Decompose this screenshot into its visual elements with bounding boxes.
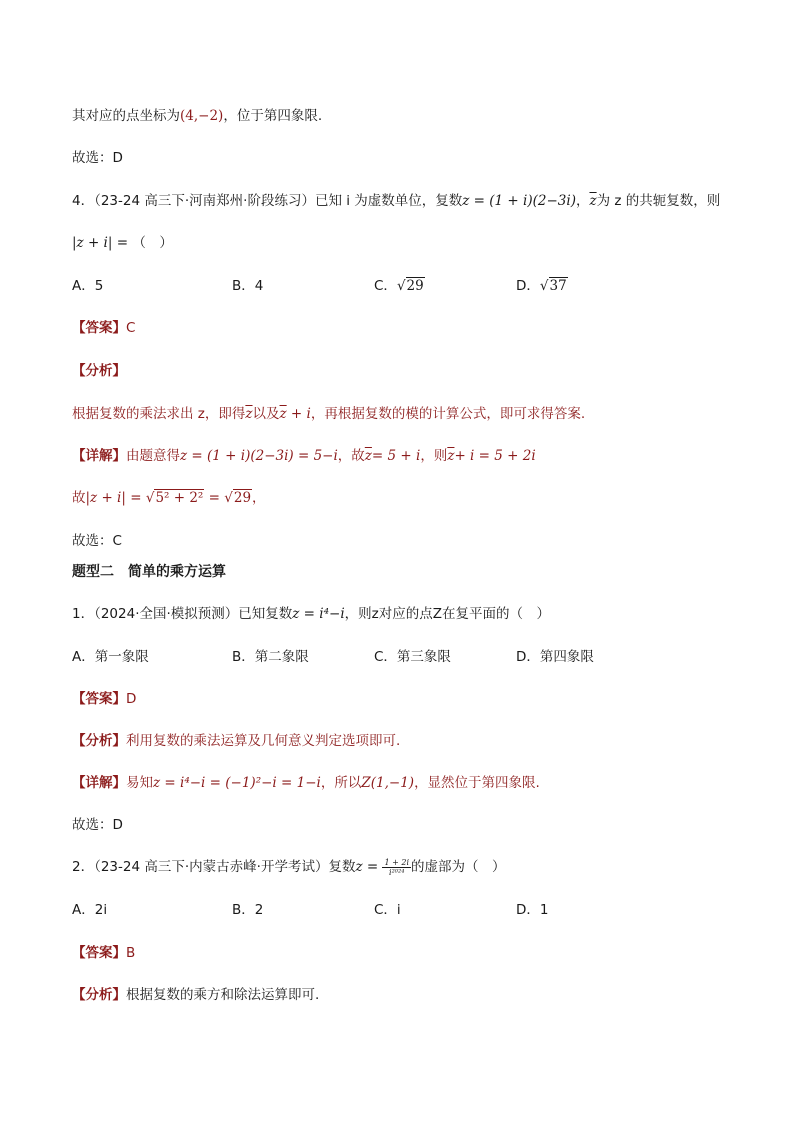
modulus-line: 故|z + i| = √5² + 2² = √29， [72,490,266,506]
analysis-line: 【分析】利用复数的乘法运算及几何意义判定选项即可. [72,733,401,749]
question-4: 4．（23-24 高三下·河南郑州·阶段练习）已知 i 为虚数单位，复数z = (1 + i)(2−3i)，$\overline{z}$为 z 的共轭复数，则 [72,193,721,209]
choice-line: 故选：D [72,150,123,166]
analysis-heading: 【分析】 [72,363,126,379]
q1-option-d: D．第四象限 [516,649,594,665]
answer-line: 【答案】B [72,945,136,961]
analysis-line: 【分析】根据复数的乘方和除法运算即可. [72,987,320,1003]
question-2: 2．（23-24 高三下·内蒙古赤峰·开学考试）复数z = $\frac{1 + 2i}{\text{i²⁰²⁴}}$ 的虚部为（ ） [72,857,506,877]
detail-line: 【详解】由题意得z = (1 + i)(2−3i) = 5−i，故$\overline{z}= 5 + i$，则$\overline{z}+ i = 5 + 2i$ [72,448,536,464]
q2-option-c: C．i [374,902,401,918]
q1-option-c: C．第三象限 [374,649,451,665]
question-1: 1．（2024·全国·模拟预测）已知复数z = i⁴−i，则z对应的点Z在复平面的（ ） [72,606,550,622]
choice-line: 故选：D [72,817,123,833]
q1-option-a: A．第一象限 [72,649,149,665]
q4-option-b: B．4 [232,278,264,294]
q4-option-c: C．√29 [374,278,424,294]
choice-line: 故选：C [72,533,122,549]
answer-line: 【答案】C [72,320,136,336]
answer-line: 【答案】D [72,691,137,707]
analysis-line: 根据复数的乘法求出 z，即得$\overline{z}$以及$\overline{z} + i$，再根据复数的模的计算公式，即可求得答案. [72,406,586,422]
q2-option-d: D．1 [516,902,549,918]
q2-option-a: A．2i [72,902,108,918]
text-line: 其对应的点坐标为(4,−2)，位于第四象限. [72,108,323,124]
fraction: $\frac{1 + 2i}{\text{i²⁰²⁴}}$ [384,857,409,877]
section-title: 题型二 简单的乘方运算 [72,564,226,580]
q4-option-a: A．5 [72,278,104,294]
question-4-line2: |z + i| = （ ） [72,235,173,251]
detail-line: 【详解】易知z = i⁴−i = (−1)²−i = 1−i，所以Z(1,−1)，显然位于第四象限. [72,775,540,791]
q4-option-d: D．√37 [516,278,567,294]
q1-option-b: B．第二象限 [232,649,309,665]
q2-option-b: B．2 [232,902,264,918]
